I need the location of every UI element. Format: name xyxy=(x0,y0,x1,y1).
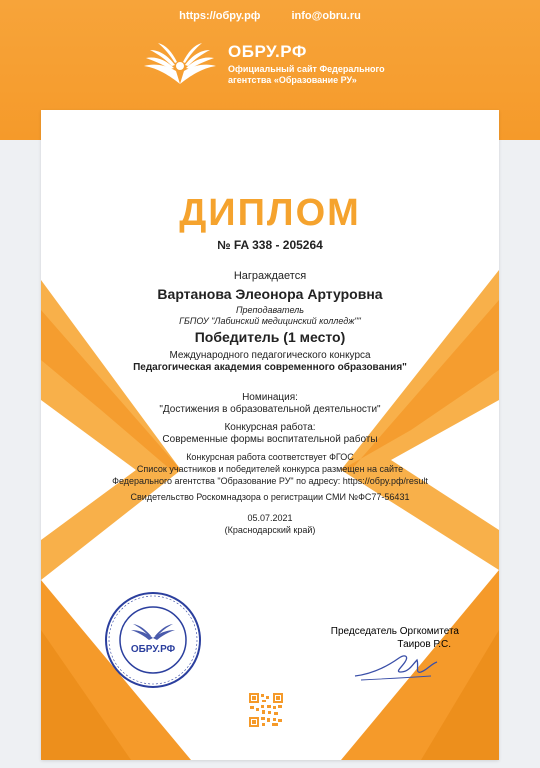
fgos-note: Конкурсная работа соответствует ФГОС xyxy=(186,452,354,462)
contest-line2: Педагогическая академия современного образования" xyxy=(133,362,407,373)
site-link[interactable]: https://обру.рф xyxy=(179,10,261,22)
nomination-value: "Достижения в образовательной деятельности" xyxy=(159,404,381,415)
qr-code-icon[interactable] xyxy=(248,692,284,728)
chair-name: Таиров Р.С. xyxy=(397,639,451,650)
diploma-region: (Краснодарский край) xyxy=(224,525,316,535)
recipient-position: Преподаватель xyxy=(236,305,304,315)
logo-subtitle-line2: агентства «Образование РУ» xyxy=(228,75,357,85)
contest-line1: Международного педагогического конкурса xyxy=(169,350,371,361)
list-note-line2: Федерального агентства "Образование РУ" по адресу: https://обру.рф/result xyxy=(112,476,428,486)
work-label: Конкурсная работа: xyxy=(224,422,316,433)
registration-note: Свидетельство Роскомнадзора о регистрации СМИ №ФС77-56431 xyxy=(130,492,410,502)
recipient-name: Вартанова Элеонора Артуровна xyxy=(157,286,383,302)
svg-text:ОБРУ.РФ: ОБРУ.РФ xyxy=(130,644,176,655)
list-note-line1: Список участников и победителей конкурса размещен на сайте xyxy=(136,464,404,474)
diploma-title: ДИПЛОМ xyxy=(179,192,361,234)
logo-subtitle-line1: Официальный сайт Федерального xyxy=(228,64,385,74)
nomination-label: Номинация: xyxy=(242,392,298,403)
signature-mark xyxy=(351,646,441,686)
work-value: Современные формы воспитательной работы xyxy=(162,434,378,445)
site-logo xyxy=(140,38,430,90)
awarded-label: Награждается xyxy=(233,270,307,282)
header-links xyxy=(0,10,540,22)
recipient-organization: ГБПОУ "Лабинский медицинский колледж"" xyxy=(179,316,361,326)
chair-title: Председатель Оргкомитета xyxy=(330,626,459,637)
email-link[interactable]: info@obru.ru xyxy=(291,10,361,22)
diploma-date: 05.07.2021 xyxy=(247,513,293,523)
diploma-number: № FA 338 - 205264 xyxy=(217,238,323,252)
result-place: Победитель (1 место) xyxy=(194,329,346,345)
logo-title: ОБРУ.РФ xyxy=(228,42,307,61)
diploma-sheet xyxy=(41,110,499,760)
logo-subtitle xyxy=(228,64,428,86)
official-stamp xyxy=(103,590,203,690)
eagle-logo-icon xyxy=(140,38,220,86)
